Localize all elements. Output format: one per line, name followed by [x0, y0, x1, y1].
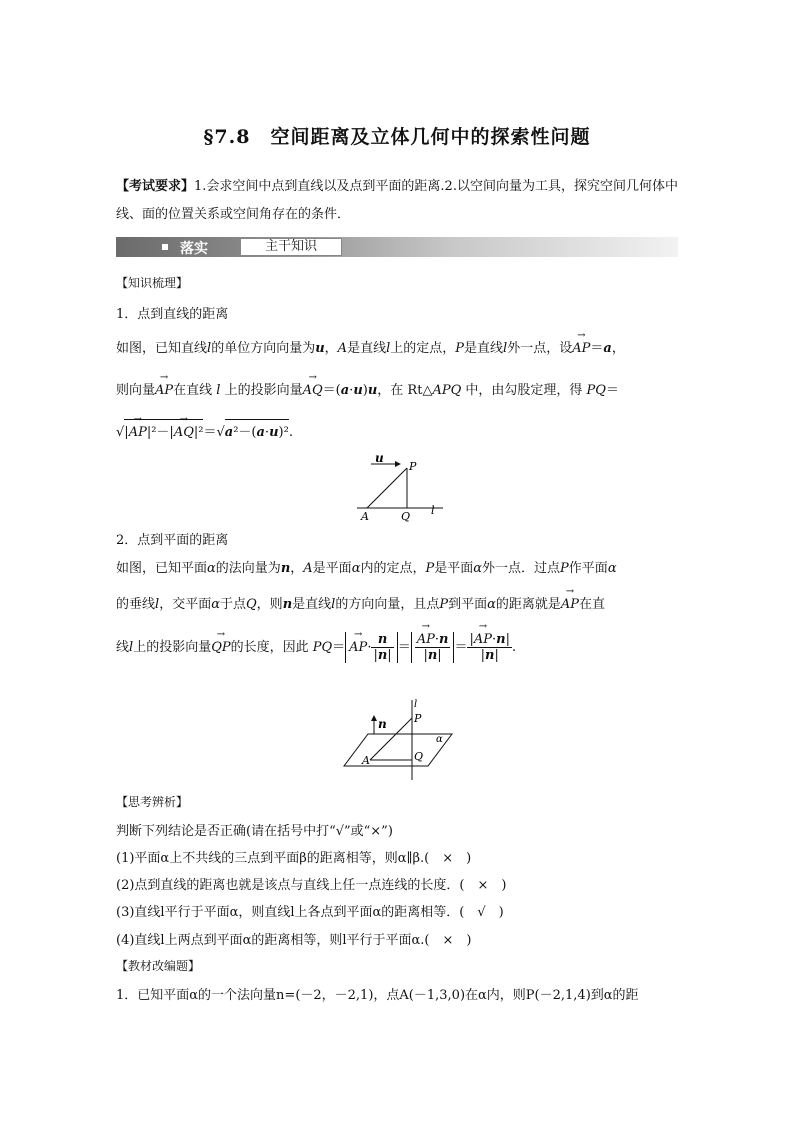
judgment-item-4: (4)直线l上两点到平面α的距离相等，则l平行于平面α.( × )	[116, 933, 472, 948]
judgment-text-4: (4)直线l上两点到平面α的距离相等，则l平行于平面α.	[116, 933, 425, 948]
judgment-text-1: (1)平面α上不共线的三点到平面β的距离相等，则α∥β.	[116, 851, 425, 866]
section-header-reflection: 【思考辨析】	[116, 795, 189, 809]
judgment-item-1: (1)平面α上不共线的三点到平面β的距离相等，则α∥β.( × )	[116, 851, 472, 866]
item1-para-line2: 则向量→ AP在直线 l 上的投影向量→ AQ＝(a·u)u，在 Rt△APQ 中，由勾股定理，得 PQ＝	[116, 379, 619, 398]
judgment-item-2: (2)点到直线的距离也就是该点与直线上任一点连线的长度．( × )	[116, 878, 507, 893]
reflection-intro: 判断下列结论是否正确(请在括号中打“√”或“×”)	[116, 824, 393, 839]
banner-tag: 落实	[180, 241, 208, 257]
bullet-square-icon	[162, 244, 168, 250]
page-title: §7.8 空间距离及立体几何中的探索性问题	[203, 126, 591, 148]
exam-req-label: 【考试要求】	[116, 179, 195, 194]
section-banner	[116, 237, 678, 257]
judgment-answer-1: ×	[442, 851, 454, 866]
judgment-item-3: (3)直线l平行于平面α，则直线l上各点到平面α的距离相等．( √ )	[116, 905, 504, 920]
fig1-label-a: A	[361, 510, 369, 523]
section-header-textbook: 【教材改编题】	[116, 959, 201, 973]
section-header-knowledge: 【知识梳理】	[116, 276, 189, 290]
banner-box: 主干知识	[240, 238, 342, 256]
judgment-answer-3: √	[477, 905, 486, 920]
judgment-answer-4: ×	[442, 933, 454, 948]
fig1-label-p: P	[409, 460, 417, 473]
fig2-label-p: P	[414, 712, 422, 725]
fig2-label-n: n	[378, 717, 387, 731]
figure-point-plane	[340, 698, 456, 782]
judgment-text-2: (2)点到直线的距离也就是该点与直线上任一点连线的长度．	[116, 878, 460, 893]
fig1-label-u: u	[375, 452, 384, 465]
fig1-label-l: l	[431, 504, 435, 517]
judgment-text-3: (3)直线l平行于平面α，则直线l上各点到平面α的距离相等．	[116, 905, 460, 920]
fig2-label-a: A	[362, 754, 370, 767]
fig1-label-q: Q	[401, 510, 411, 523]
textbook-question-1: 1．已知平面α的一个法向量n=(－2，－2,1)，点A(－1,3,0)在α内，则P(－2,1,4)到α的距	[116, 988, 639, 1003]
item2-para-line2: 的垂线l，交平面α于点Q，则n是直线l的方向向量，且点P到平面α的距离就是→ AP在直	[116, 593, 605, 612]
exam-req-text: 1.会求空间中点到直线以及点到平面的距离.2.以空间向量为工具，探究空间几何体中线、面的位置关系或空间角存在的条件．	[116, 179, 678, 222]
fig2-label-q: Q	[414, 750, 424, 763]
exam-requirements	[116, 173, 686, 229]
item2-formula: 线l上的投影向量→ QP的长度，因此 PQ＝→ AP· $\frac{n}{|n|}$ ＝ → $\frac{AP\cdot n}{|n|}$ ＝ $\frac{|\to AP\cdot n|}{|n|}$ .	[116, 632, 516, 663]
item1-title: 1．点到直线的距离	[116, 307, 229, 322]
item1-para-line1: 如图，已知直线l的单位方向向量为u，A是直线l上的定点，P是直线l外一点，设→ AP＝a，	[116, 337, 625, 356]
item2-para-line1: 如图，已知平面α的法向量为n，A是平面α内的定点，P是平面α外一点．过点P作平面α	[116, 561, 617, 576]
item2-title: 2．点到平面的距离	[116, 533, 229, 548]
item1-formula: √|→ AP|²－|→ AQ|²＝√a²－(a·u)².	[116, 419, 293, 440]
fig2-label-alpha: α	[436, 734, 443, 745]
judgment-answer-2: ×	[477, 878, 489, 893]
figure-point-line	[355, 452, 445, 524]
fig2-label-l: l	[414, 699, 418, 710]
